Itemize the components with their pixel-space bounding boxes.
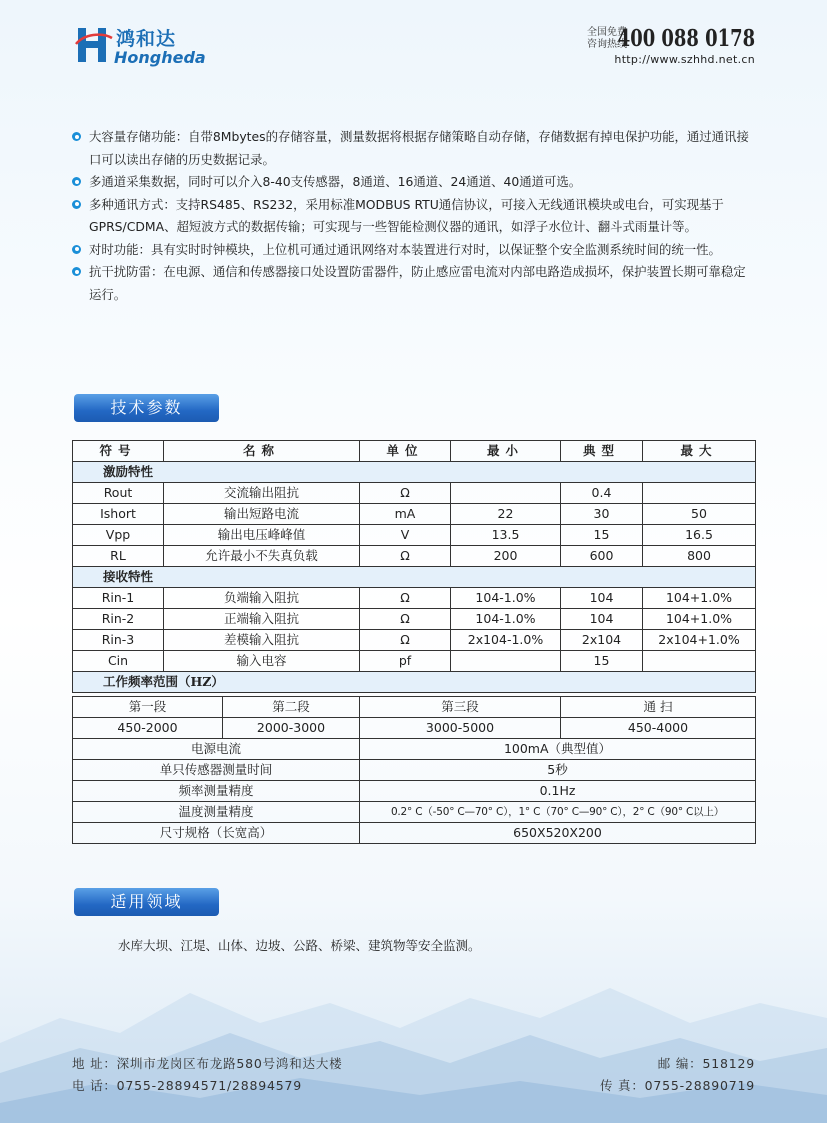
column-header: 最大 <box>643 441 756 462</box>
brand-name-en: Hongheda <box>114 48 206 67</box>
table-row: Ishort 输出短路电流 mA 22 30 50 <box>73 504 756 525</box>
column-header: 符号 <box>73 441 164 462</box>
group-label-frequency: 工作频率范围（HZ） <box>73 672 756 693</box>
group-label-excite: 激励特性 <box>73 462 756 483</box>
table-row: 电源电流 100mA（典型值） <box>73 739 756 760</box>
column-header: 名称 <box>164 441 360 462</box>
table-row: 温度测量精度 0.2° C（-50° C—70° C），1° C（70° C—90° C），2° C（90° C以上） <box>73 802 756 823</box>
table-row: Rin-1 负端输入阻抗 Ω 104-1.0% 104 104+1.0% <box>73 588 756 609</box>
list-item: 大容量存储功能：自带8Mbytes的存储容量，测量数据将根据存储策略自动存储，存储数据有掉电保护功能，通过通讯接口可以读出存储的历史数据记录。 <box>72 126 758 171</box>
list-item: 抗干扰防雷：在电源、通信和传感器接口处设置防雷器件，防止感应雷电流对内部电路造成损坏，保护装置长期可靠稳定运行。 <box>72 261 758 306</box>
table-row: Vpp 输出电压峰峰值 V 13.5 15 16.5 <box>73 525 756 546</box>
application-text: 水库大坝、江堤、山体、边坡、公路、桥梁、建筑物等安全监测。 <box>118 938 481 953</box>
hotline-number[interactable]: 400 088 0178 <box>617 25 755 52</box>
table-row: 第一段 第二段 第三段 通 扫 <box>73 697 756 718</box>
section-title-apply: 适用领域 <box>74 888 219 916</box>
logo-h-icon <box>74 24 114 66</box>
hotline-label: 全国免费 咨询热线 <box>587 27 627 50</box>
bullet-icon <box>72 200 81 209</box>
section-title-spec: 技术参数 <box>74 394 219 422</box>
company-logo <box>74 24 234 68</box>
group-label-receive: 接收特性 <box>73 567 756 588</box>
table-row: 频率测量精度 0.1Hz <box>73 781 756 802</box>
feature-list <box>72 126 758 306</box>
table-row: 尺寸规格（长宽高） 650X520X200 <box>73 823 756 844</box>
column-header: 最小 <box>451 441 561 462</box>
table-row: Rin-2 正端输入阻抗 Ω 104-1.0% 104 104+1.0% <box>73 609 756 630</box>
bullet-icon <box>72 132 81 141</box>
table-header-row <box>73 441 756 462</box>
spec-table <box>72 440 756 693</box>
spec-table-frequency <box>72 696 756 844</box>
table-row: 450-2000 2000-3000 3000-5000 450-4000 <box>73 718 756 739</box>
list-item: 多通道采集数据，同时可以介入8-40支传感器，8通道、16通道、24通道、40通道可选。 <box>72 171 758 194</box>
column-header: 单位 <box>360 441 451 462</box>
list-item: 对时功能：具有实时时钟模块，上位机可通过通讯网络对本装置进行对时，以保证整个安全监测系统时间的统一性。 <box>72 239 758 262</box>
bullet-icon <box>72 267 81 276</box>
footer-phone: 电 话：0755-28894571/28894579 <box>72 1078 303 1093</box>
brand-name-cn: 鸿和达 <box>116 28 177 50</box>
table-row: Rout 交流输出阻抗 Ω 0.4 <box>73 483 756 504</box>
table-row: Rin-3 差模输入阻抗 Ω 2x104-1.0% 2x104 2x104+1.0% <box>73 630 756 651</box>
list-item: 多种通讯方式：支持RS485、RS232，采用标准MODBUS RTU通信协议，可接入无线通讯模块或电台，可实现基于GPRS/CDMA、超短波方式的数据传输；可实现与一些智能检测仪器的通讯，如浮子水位计、翻斗式雨量计等。 <box>72 194 758 239</box>
footer-address: 地 址：深圳市龙岗区布龙路580号鸿和达大楼 <box>72 1056 343 1071</box>
footer-fax: 传 真：0755-28890719 <box>599 1078 755 1093</box>
column-header: 典型 <box>561 441 643 462</box>
bullet-icon <box>72 245 81 254</box>
table-row: Cin 输入电容 pf 15 <box>73 651 756 672</box>
website-link[interactable]: http://www.szhhd.net.cn <box>614 53 755 66</box>
table-row: 单只传感器测量时间 5秒 <box>73 760 756 781</box>
footer-postcode: 邮 编：518129 <box>657 1056 755 1071</box>
table-row: RL 允许最小不失真负载 Ω 200 600 800 <box>73 546 756 567</box>
bullet-icon <box>72 177 81 186</box>
